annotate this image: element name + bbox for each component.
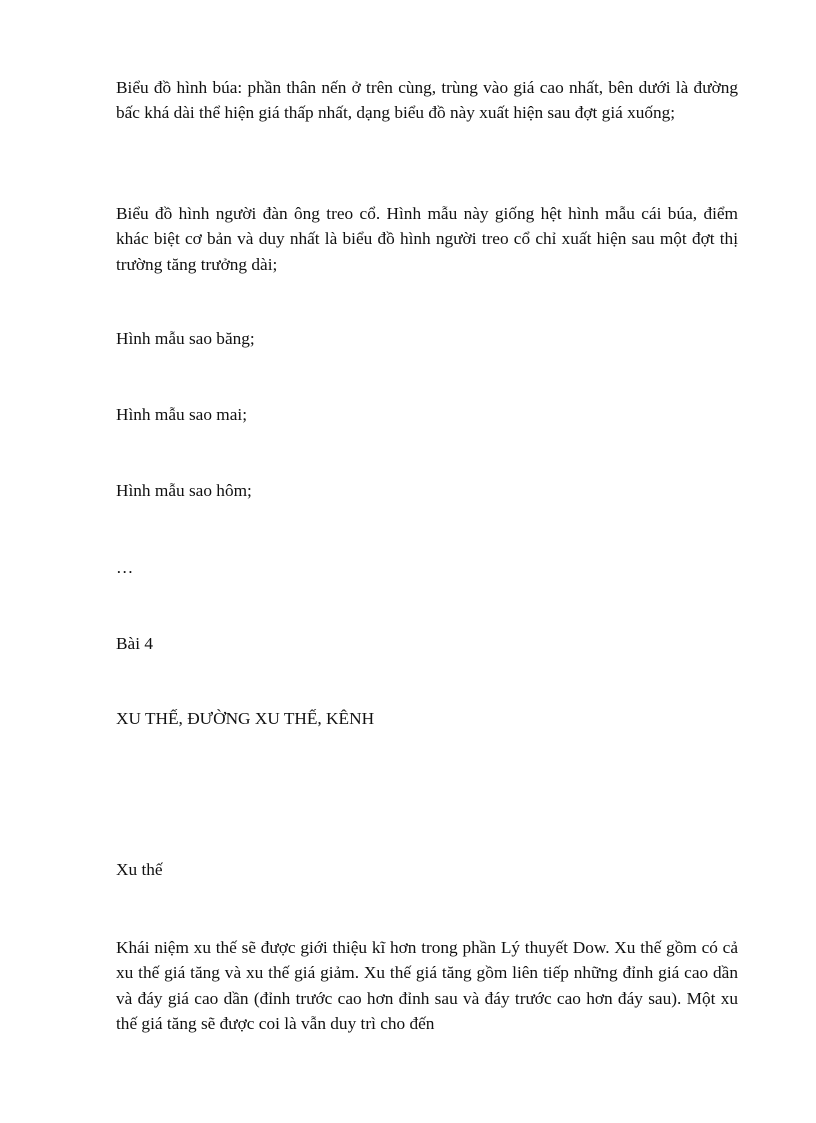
paragraph-evening-star: Hình mẫu sao hôm; [116,481,252,500]
paragraph-hammer-pattern: Biểu đồ hình búa: phần thân nến ở trên cùng, trùng vào giá cao nhất, bên dưới là đường bấc khá dài thể hiện giá thấp nhất, dạng biểu đồ này xuất hiện sau đợt giá xuống; [116,78,738,123]
lesson-title: XU THẾ, ĐƯỜNG XU THẾ, KÊNH [116,709,375,728]
lesson-number: Bài 4 [116,634,153,653]
paragraph-trend-definition: Khái niệm xu thế sẽ được giới thiệu kĩ hơn trong phần Lý thuyết Dow. Xu thế gồm có cả xu thế giá tăng và xu thế giá giảm. Xu thế giá tăng gồm liên tiếp những đỉnh giá cao dần và đáy giá cao dần (đỉnh trước cao hơn đỉnh sau và đáy trước cao hơn đáy sau). Một xu thế giá tăng sẽ được coi là vẫn duy trì cho đến [116,938,738,1033]
paragraph-hanging-man-pattern: Biểu đồ hình người đàn ông treo cổ. Hình mẫu này giống hệt hình mẫu cái búa, điểm khác biệt cơ bản và duy nhất là biểu đồ hình người treo cổ chỉ xuất hiện sau một đợt thị trường tăng trưởng dài; [116,204,738,274]
paragraph-shooting-star: Hình mẫu sao băng; [116,329,255,348]
section-heading: Xu thế [116,860,163,879]
paragraph-ellipsis: … [116,558,134,577]
paragraph-morning-star: Hình mẫu sao mai; [116,405,248,424]
